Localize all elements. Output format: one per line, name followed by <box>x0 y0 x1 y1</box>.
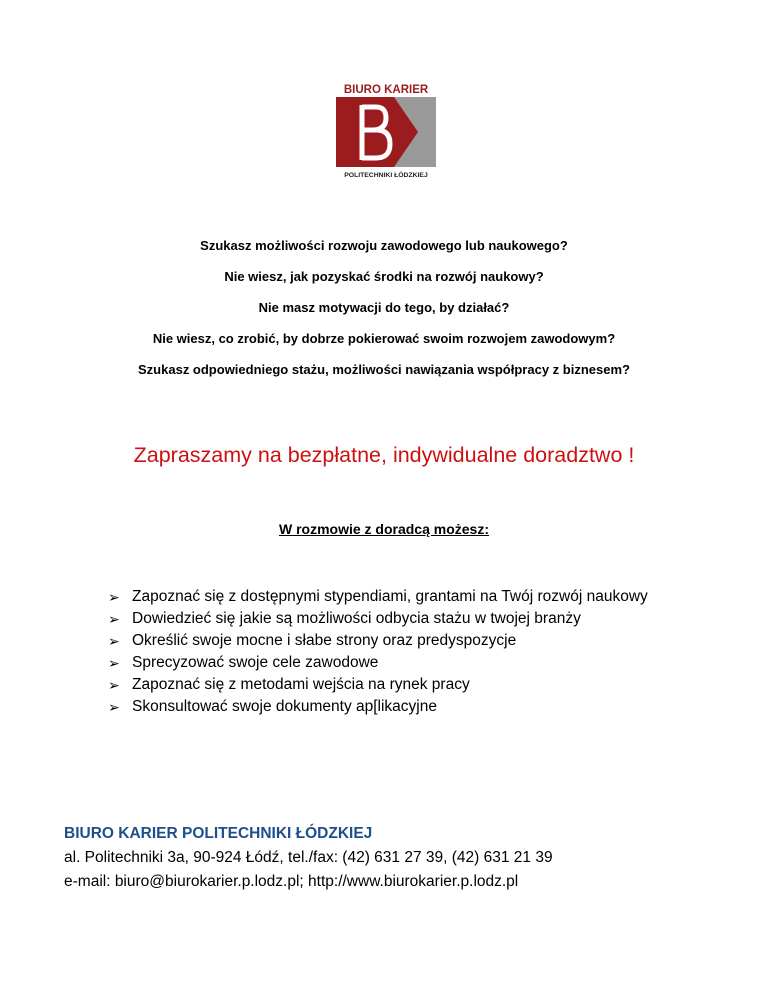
list-item <box>108 652 708 674</box>
arrowhead-bullet-icon: ➢ <box>108 655 120 671</box>
benefit-text: Zapoznać się z dostępnymi stypendiami, grantami na Twój rozwój naukowy <box>132 588 648 605</box>
benefit-text: Dowiedzieć się jakie są możliwości odbycia stażu w twojej branży <box>132 610 581 627</box>
arrowhead-bullet-icon: ➢ <box>108 589 120 605</box>
question-line: Szukasz możliwości rozwoju zawodowego lub naukowego? <box>200 238 568 253</box>
questions-block <box>0 230 768 385</box>
question-line: Nie masz motywacji do tego, by działać? <box>258 300 510 315</box>
arrowhead-bullet-icon: ➢ <box>108 611 120 627</box>
logo-top-text: BIURO KARIER <box>343 84 429 96</box>
contact-name: BIURO KARIER POLITECHNIKI ŁÓDZKIEJ <box>64 825 373 842</box>
biuro-karier-logo <box>334 80 438 181</box>
list-item <box>108 630 708 652</box>
arrowhead-bullet-icon: ➢ <box>108 677 120 693</box>
arrowhead-bullet-icon: ➢ <box>108 633 120 649</box>
benefit-text: Określić swoje mocne i słabe strony oraz predyspozycje <box>132 632 517 649</box>
consultation-subheading: W rozmowie z doradcą możesz: <box>278 521 490 537</box>
benefit-text: Sprecyzować swoje cele zawodowe <box>132 654 379 671</box>
question-line: Nie wiesz, co zrobić, by dobrze pokierować swoim rozwojem zawodowym? <box>152 331 616 346</box>
question-line: Szukasz odpowiedniego stażu, możliwości nawiązania współpracy z biznesem? <box>138 362 630 377</box>
list-item <box>108 586 708 608</box>
arrowhead-bullet-icon: ➢ <box>108 699 120 715</box>
list-item <box>108 674 708 696</box>
question-line: Nie wiesz, jak pozyskać środki na rozwój naukowy? <box>224 269 544 284</box>
contact-address: al. Politechniki 3a, 90-924 Łódź, tel./fax: (42) 631 27 39, (42) 631 21 39 <box>64 849 553 866</box>
benefits-list <box>108 586 708 718</box>
benefit-text: Skonsultować swoje dokumenty ap[likacyjne <box>132 698 437 715</box>
contact-block <box>64 822 744 894</box>
contact-email-line[interactable]: e-mail: biuro@biurokarier.p.lodz.pl; http://www.biurokarier.p.lodz.pl <box>64 873 519 890</box>
list-item <box>108 696 708 718</box>
logo-bottom-text: POLITECHNIKI ŁÓDZKIEJ <box>344 172 428 179</box>
list-item <box>108 608 708 630</box>
benefit-text: Zapoznać się z metodami wejścia na rynek pracy <box>132 676 470 693</box>
invitation-headline: Zapraszamy na bezpłatne, indywidualne doradztwo ! <box>133 443 635 467</box>
